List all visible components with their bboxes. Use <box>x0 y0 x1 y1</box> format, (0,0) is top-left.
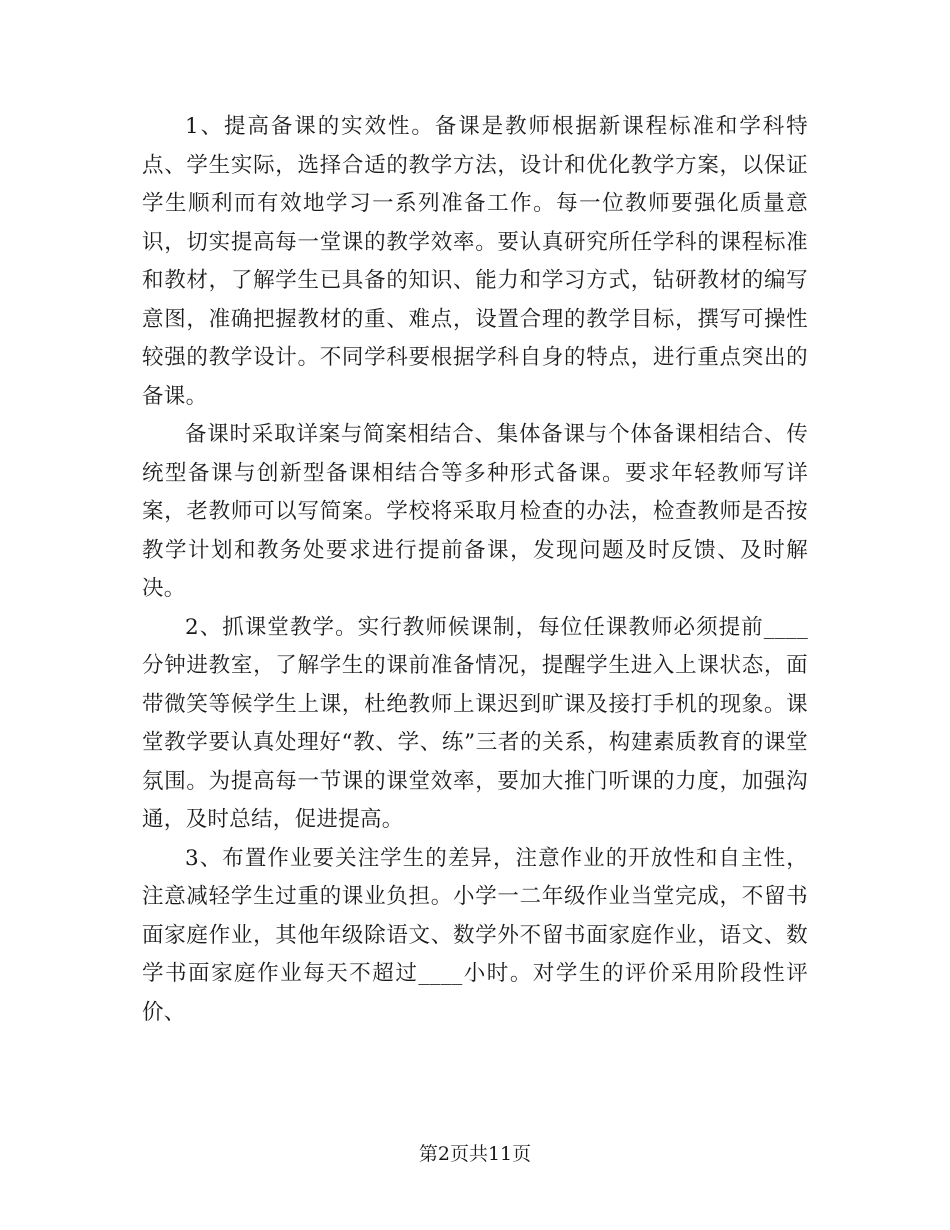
paragraph-classroom-teaching: 2、抓课堂教学。实行教师候课制，每位任课教师必须提前____分钟进教室，了解学生的课前准备情况，提醒学生进入上课状态，面带微笑等候学生上课，杜绝教师上课迟到旷课及接打手机的现象。课堂教学要认真处理好“教、学、练”三者的关系，构建素质教育的课堂氛围。为提高每一节课的课堂效率，要加大推门听课的力度，加强沟通，及时总结，促进提高。 <box>142 614 808 832</box>
paragraph-homework: 3、布置作业要关注学生的差异，注意作业的开放性和自主性，注意减轻学生过重的课业负担。小学一二年级作业当堂完成，不留书面家庭作业，其他年级除语文、数学外不留书面家庭作业，语文、数学书面家庭作业每天不超过____小时。对学生的评价采用阶段性评价、 <box>142 845 808 1025</box>
page-number-footer: 第2页共11页 <box>418 1143 532 1165</box>
document-body <box>142 108 808 1032</box>
paragraph-lesson-preparation: 1、提高备课的实效性。备课是教师根据新课程标准和学科特点、学生实际，选择合适的教学方法，设计和优化教学方案，以保证学生顺利而有效地学习一系列准备工作。每一位教师要强化质量意识，切实提高每一堂课的教学效率。要认真研究所任学科的课程标准和教材，了解学生已具备的知识、能力和学习方式，钻研教材的编写意图，准确把握教材的重、难点，设置合理的教学目标，撰写可操性较强的教学设计。不同学科要根据学科自身的特点，进行重点突出的备课。 <box>142 114 808 409</box>
paragraph-preparation-forms: 备课时采取详案与简案相结合、集体备课与个体备课相结合、传统型备课与创新型备课相结合等多种形式备课。要求年轻教师写详案，老教师可以写简案。学校将采取月检查的办法，检查教师是否按教学计划和教务处要求进行提前备课，发现问题及时反馈、及时解决。 <box>142 422 808 601</box>
